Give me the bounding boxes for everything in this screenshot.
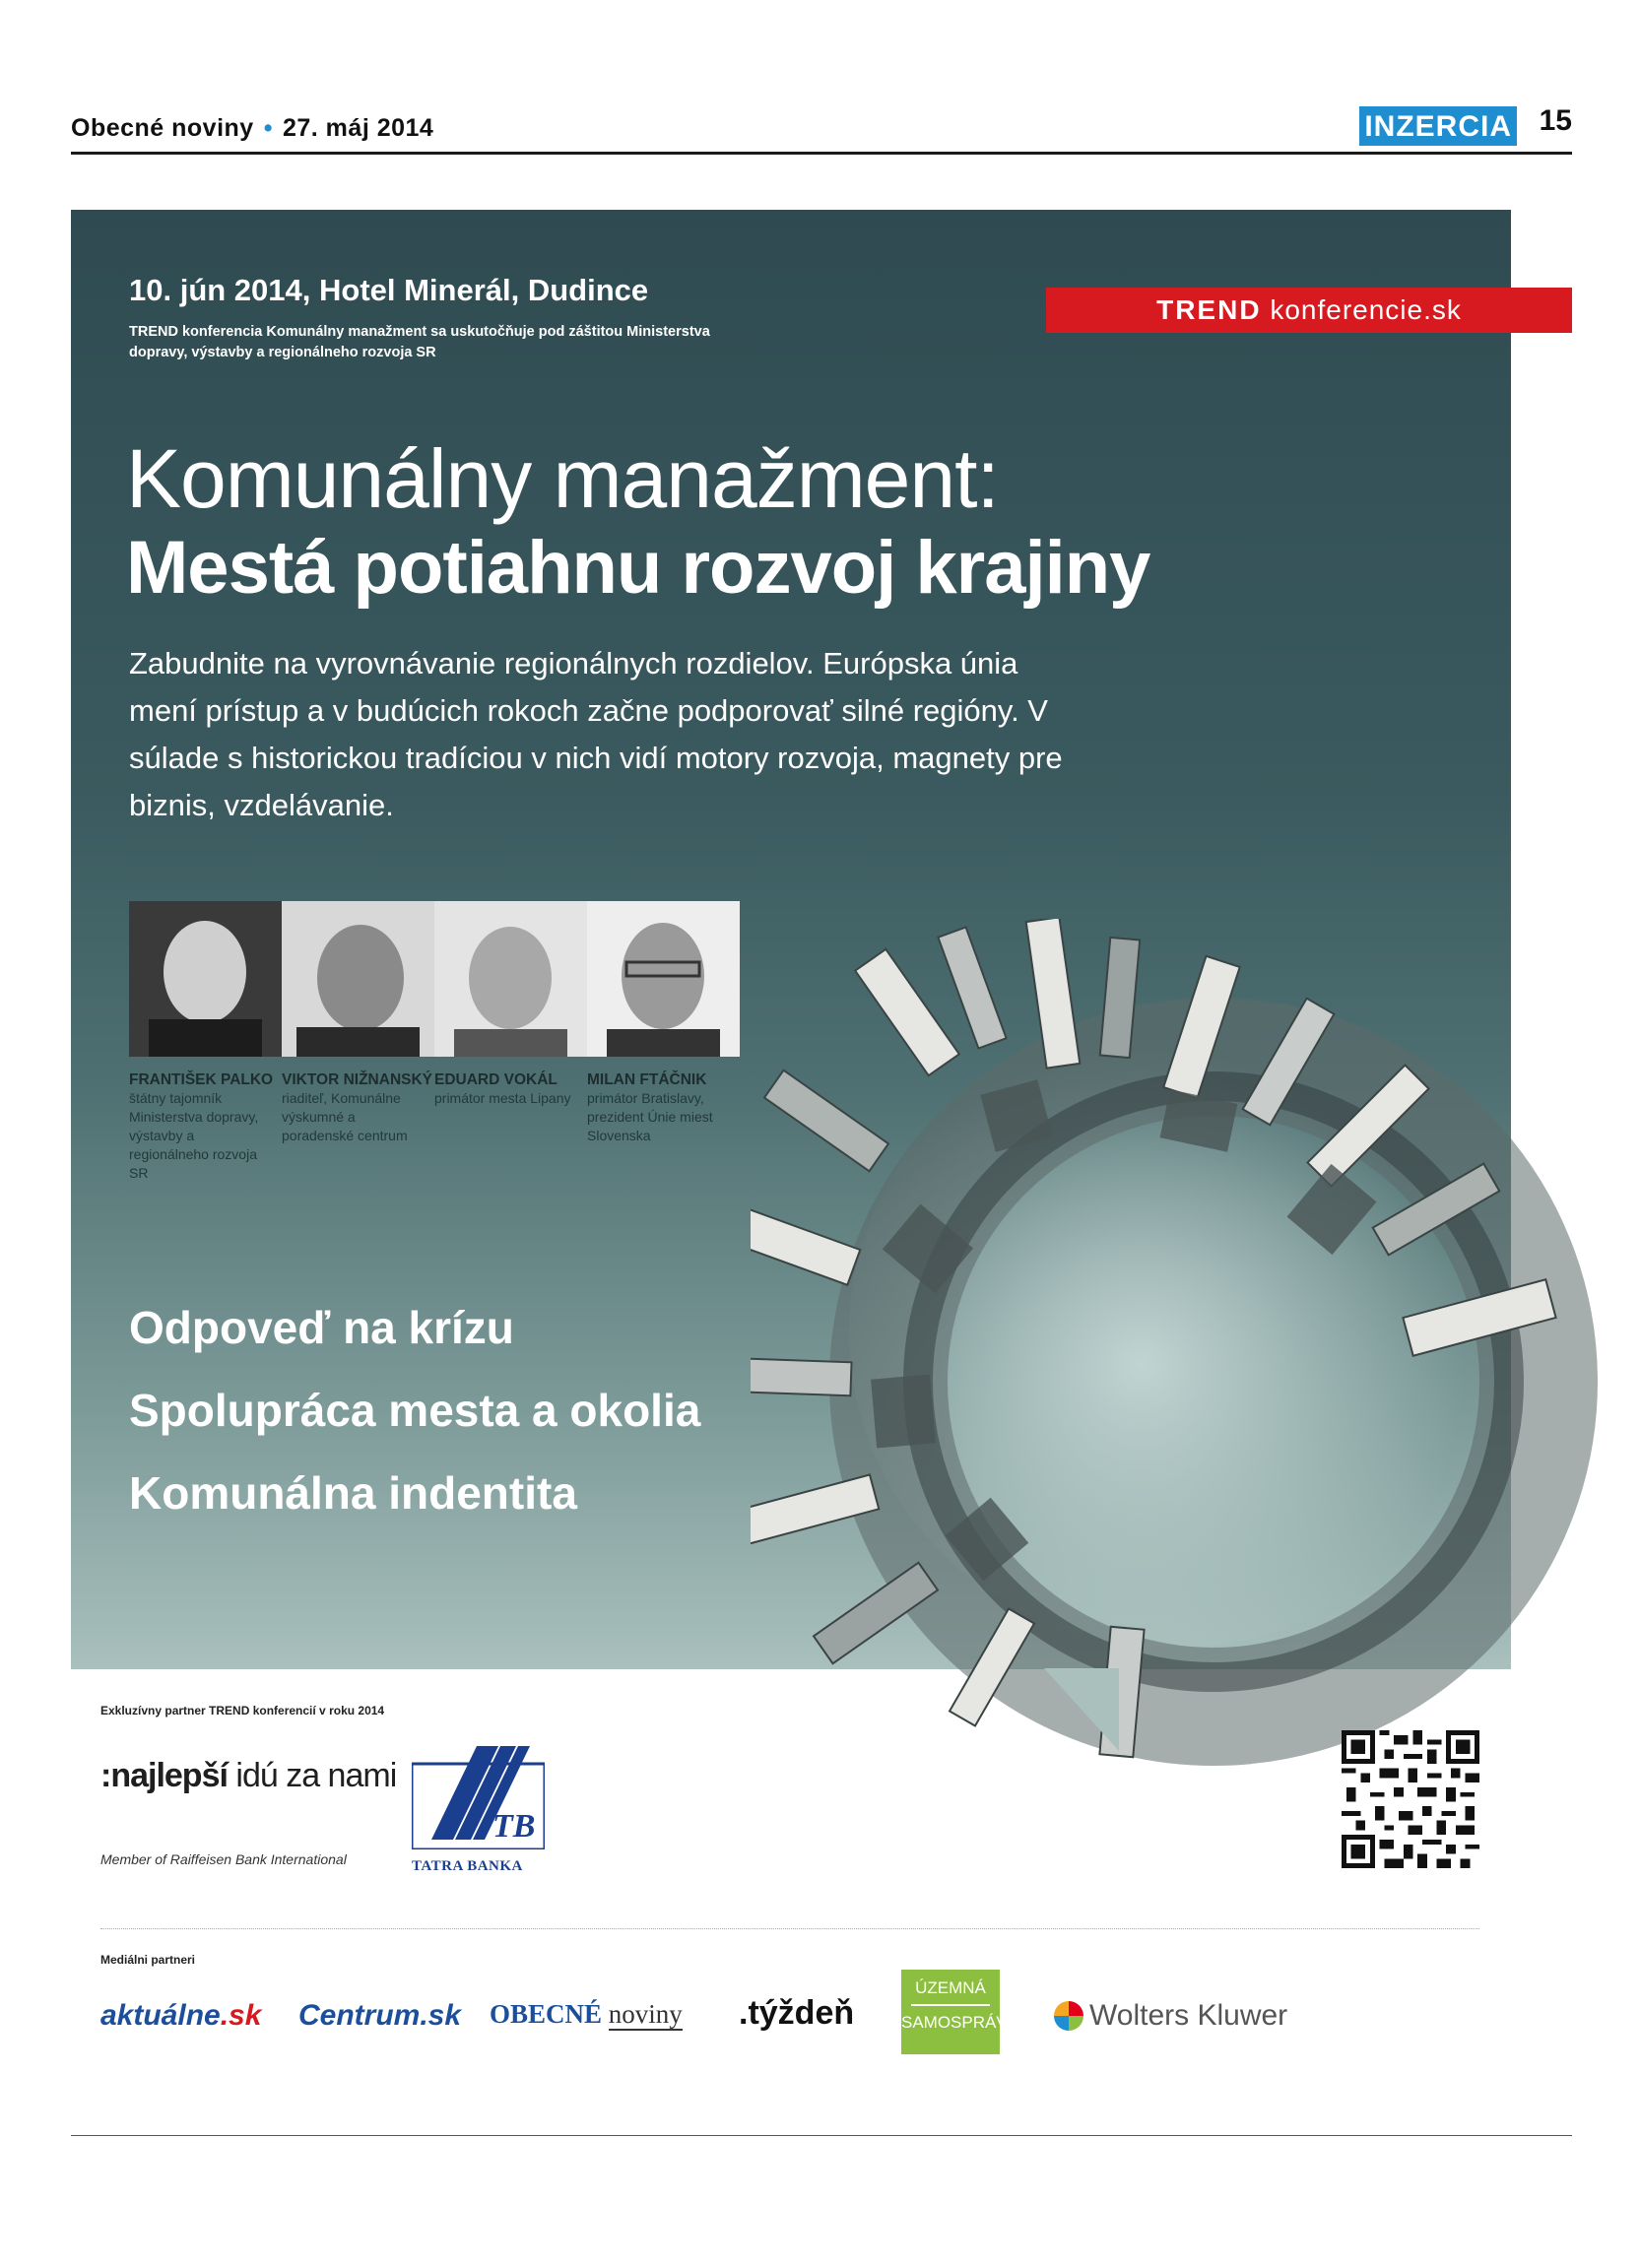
logo-divider — [911, 2004, 990, 2006]
speaker-photo — [587, 901, 740, 1057]
aktualne-logo — [100, 1999, 261, 2033]
page-header — [71, 100, 1572, 155]
speaker-name: FRANTIŠEK PALKO — [129, 1071, 274, 1088]
topic-item: Spolupráca mesta a okolia — [129, 1385, 701, 1436]
wolters-text: Wolters Kluwer — [1089, 1999, 1288, 2032]
city-globe-illustration — [751, 919, 1640, 1805]
trend-site: konferencie.sk — [1261, 294, 1462, 325]
qr-code-icon — [1342, 1730, 1479, 1868]
wolters-kluwer-logo — [1054, 1999, 1287, 2033]
topic-item: Odpoveď na krízu — [129, 1302, 514, 1353]
section-badge: INZERCIA — [1359, 106, 1517, 146]
samosprava-text: SAMOSPRÁVA — [901, 2013, 1017, 2032]
uzemna-text: ÚZEMNÁ — [915, 1978, 986, 1997]
speaker-card — [282, 901, 434, 1145]
speaker-role: primátor Bratislavy, prezident Únie miest Slovenska — [587, 1090, 713, 1143]
topics-list — [129, 1298, 700, 1546]
speaker-name: EDUARD VOKÁL — [434, 1071, 558, 1088]
najlepsi-slogan-logo — [100, 1757, 396, 1795]
centrum-logo: Centrum.sk — [298, 1999, 462, 2032]
obecne-text: OBECNÉ — [490, 1999, 603, 2029]
trend-brand: TREND — [1156, 294, 1262, 325]
tatra-monogram: TB — [492, 1808, 536, 1845]
aktualne-text: aktuálne — [100, 1999, 221, 2032]
speaker-card — [587, 901, 740, 1145]
tatra-name: TATRA BANKA — [412, 1858, 523, 1874]
member-note: Member of Raiffeisen Bank International — [100, 1851, 347, 1867]
speaker-card — [434, 901, 587, 1108]
publication-line — [71, 114, 433, 143]
speaker-photo — [434, 901, 587, 1057]
slogan-prefix: :najlepší — [100, 1757, 228, 1794]
bullet-separator: • — [263, 114, 273, 142]
trend-konferencie-logo — [1046, 288, 1572, 333]
speaker-name: MILAN FTÁČNIK — [587, 1071, 707, 1088]
lead-paragraph: Zabudnite na vyrovnávanie regionálnych rozdielov. Európska únia mení prístup a v budúcich rokoch začne podporovať silné regióny. V súlade s historickou tradíciou v nich vidí motory rozvoja, magnety pre biznis, vzdelávanie. — [129, 646, 1063, 822]
speech-bubble-tail — [1044, 1668, 1123, 1757]
obecne-noviny-logo — [490, 1999, 683, 2030]
tyzden-logo: .týždeň — [739, 1994, 855, 2032]
headline-primary: Komunálny manažment: — [126, 432, 999, 525]
tatra-banka-logo — [412, 1746, 545, 1872]
uzemna-samosprava-logo — [901, 1970, 1017, 2054]
speaker-card — [129, 901, 282, 1183]
noviny-text: noviny — [608, 1999, 683, 2029]
speaker-photo — [129, 901, 282, 1057]
headline-secondary: Mestá potiahnu rozvoj krajiny — [126, 526, 1150, 610]
wolters-kluwer-icon — [1054, 2001, 1083, 2031]
speaker-role: riaditeľ, Komunálne výskumné a poradenské centrum — [282, 1090, 408, 1143]
slogan-rest: idú za nami — [227, 1757, 397, 1794]
speaker-role: štátny tajomník Ministerstva dopravy, výstavby a regionálneho rozvoja SR — [129, 1090, 259, 1181]
speakers-row — [129, 901, 740, 1216]
dotted-divider — [100, 1928, 1479, 1929]
media-partners-label: Mediálni partneri — [100, 1953, 196, 1967]
speaker-role: primátor mesta Lipany — [434, 1090, 571, 1106]
aktualne-suffix: .sk — [220, 1999, 262, 2032]
footer-rule — [71, 2135, 1572, 2136]
speaker-photo — [282, 901, 434, 1057]
publication-name: Obecné noviny — [71, 114, 254, 142]
topic-item: Komunálna indentita — [129, 1467, 577, 1519]
speaker-name: VIKTOR NIŽNANSKÝ — [282, 1071, 433, 1088]
page-number: 15 — [1539, 104, 1572, 137]
event-patronage-note: TREND konferencia Komunálny manažment sa uskutočňuje pod záštitou Ministerstva dopravy, výstavby a regionálneho rozvoja SR — [129, 324, 710, 360]
conference-ad — [71, 210, 1511, 1669]
exclusive-partner-label: Exkluzívny partner TREND konferencií v roku 2014 — [100, 1704, 385, 1717]
issue-date: 27. máj 2014 — [282, 114, 434, 142]
event-date-venue: 10. jún 2014, Hotel Minerál, Dudince — [129, 273, 649, 307]
